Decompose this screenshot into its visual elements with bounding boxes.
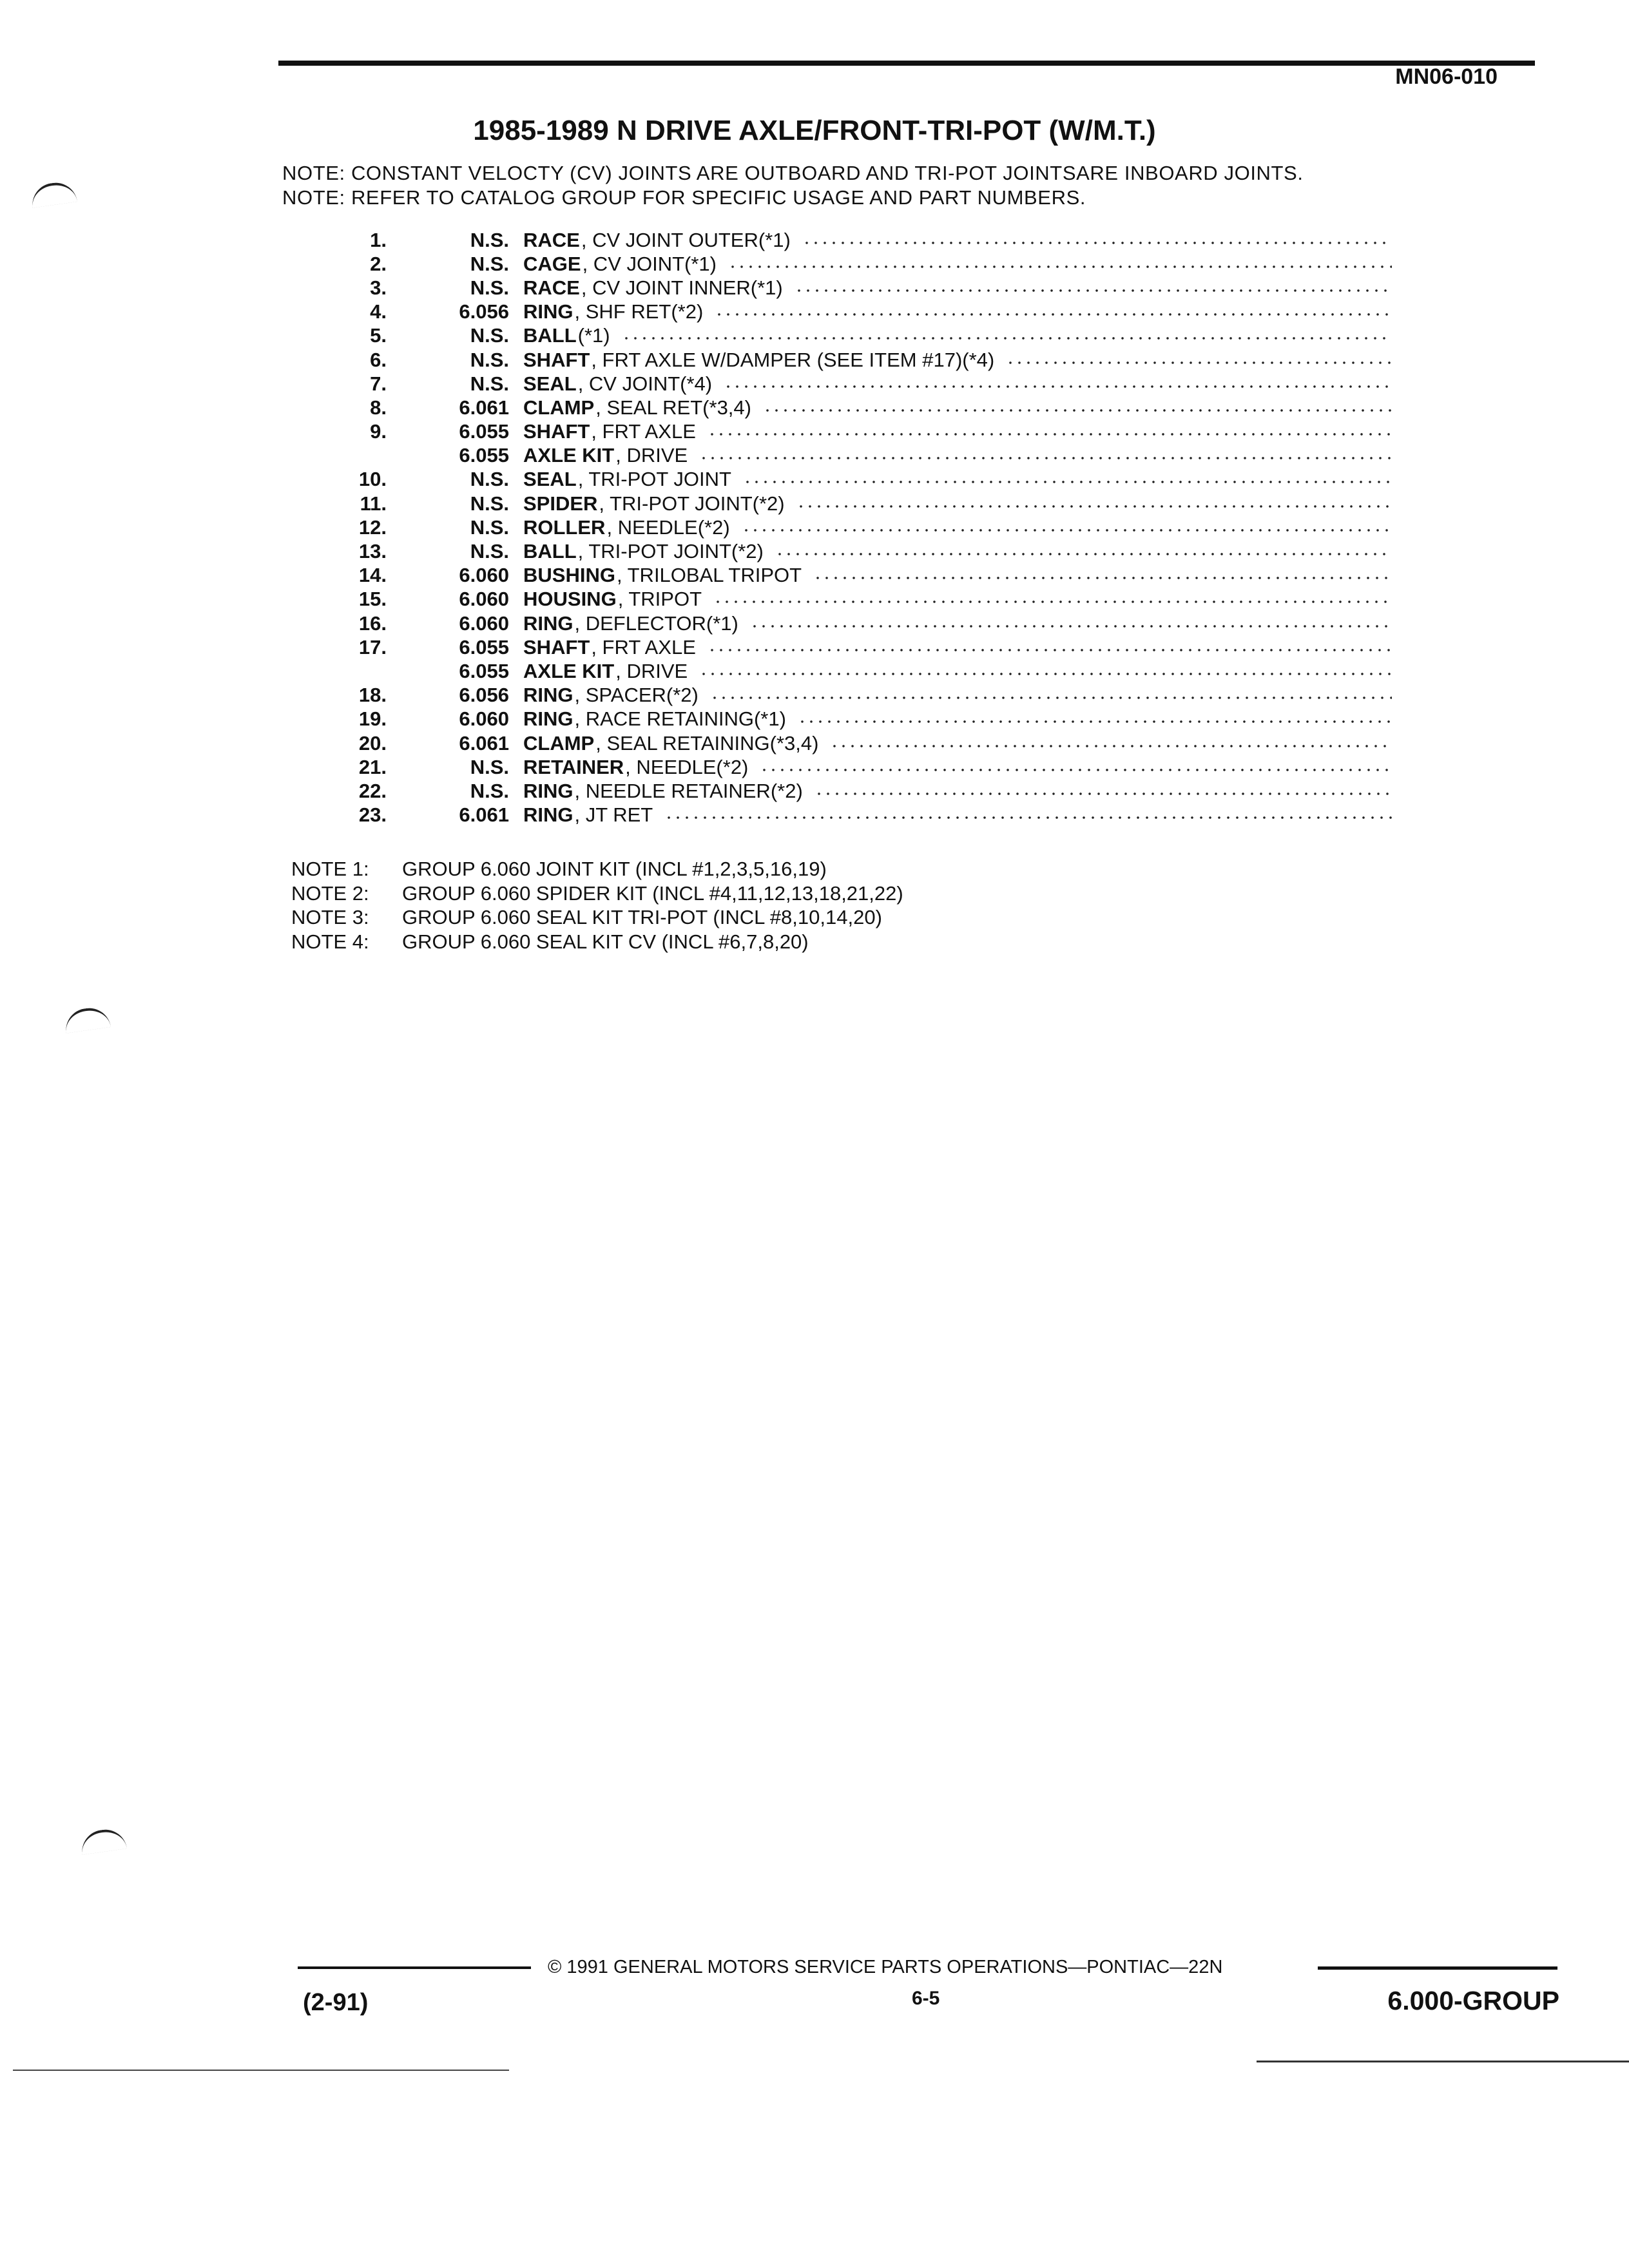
group-number: N.S.: [470, 372, 509, 395]
part-row: [309, 324, 1392, 348]
dot-leader: [743, 481, 1392, 483]
part-name: AXLE KIT: [523, 444, 615, 467]
dot-leader: [796, 505, 1392, 508]
item-number: 14.: [358, 564, 387, 587]
group-number: N.S.: [470, 492, 509, 515]
dot-leader: [664, 816, 1392, 819]
footnote-label: NOTE 4:: [291, 930, 369, 953]
part-name: SEAL: [523, 372, 577, 395]
part-name: AXLE KIT: [523, 659, 615, 682]
part-description: , TRILOBAL TRIPOT: [616, 564, 802, 587]
part-description: , DEFLECTOR(*1): [574, 611, 738, 635]
dot-leader: [813, 577, 1392, 579]
part-description: , SPACER(*2): [574, 684, 699, 707]
part-row: [309, 539, 1392, 563]
group-number: N.S.: [470, 755, 509, 778]
header-note: NOTE: REFER TO CATALOG GROUP FOR SPECIFIC USAGE AND PART NUMBERS.: [282, 186, 1086, 209]
part-description: , SEAL RETAINING(*3,4): [595, 731, 819, 754]
footnote-label: NOTE 1:: [291, 858, 369, 880]
item-number: 7.: [370, 372, 387, 395]
dot-leader: [775, 553, 1392, 555]
parts-list: [309, 228, 1392, 827]
group-number: 6.056: [459, 684, 509, 707]
item-number: 1.: [370, 228, 387, 251]
footnote-text: GROUP 6.060 JOINT KIT (INCL #1,2,3,5,16,19): [402, 858, 827, 880]
group-number: N.S.: [470, 540, 509, 563]
part-name: RACE: [523, 228, 580, 251]
dot-leader: [710, 697, 1392, 699]
part-name: SEAL: [523, 468, 577, 491]
item-number: 22.: [358, 779, 387, 802]
bottom-rule-left: [13, 2070, 509, 2071]
part-row: [309, 492, 1392, 515]
copyright-text: © 1991 GENERAL MOTORS SERVICE PARTS OPERATIONS—PONTIAC—22N: [548, 1957, 1223, 1977]
footnote: [291, 930, 903, 954]
group-number: 6.061: [459, 803, 509, 827]
dot-leader: [715, 313, 1392, 316]
part-description: , TRI-POT JOINT(*2): [577, 540, 764, 563]
header-notes: [282, 161, 1304, 210]
part-description: , CV JOINT OUTER(*1): [581, 228, 791, 251]
part-description: , RACE RETAINING(*1): [574, 707, 786, 731]
group-number: 6.061: [459, 731, 509, 754]
dot-leader: [802, 242, 1392, 244]
part-description: , TRI-POT JOINT(*2): [599, 492, 785, 515]
dot-leader: [798, 720, 1392, 723]
item-number: 11.: [360, 492, 387, 515]
group-number: N.S.: [470, 228, 509, 251]
part-row: [309, 300, 1392, 324]
part-row: [309, 635, 1392, 659]
footnotes: [291, 857, 903, 954]
footnote-label: NOTE 3:: [291, 906, 369, 928]
group-number: 6.060: [459, 611, 509, 635]
part-row: [309, 252, 1392, 276]
group-number: N.S.: [470, 348, 509, 371]
part-name: BALL: [523, 324, 577, 347]
part-name: RING: [523, 707, 574, 731]
dot-leader: [728, 265, 1392, 268]
part-description: , DRIVE: [615, 659, 688, 682]
group-number: 6.056: [459, 300, 509, 323]
part-name: SHAFT: [523, 348, 590, 371]
part-name: RETAINER: [523, 755, 624, 778]
binder-hole-mark: [79, 1827, 127, 1854]
item-number: 20.: [358, 731, 387, 754]
dot-leader: [763, 409, 1392, 412]
part-description: , FRT AXLE: [591, 420, 696, 443]
part-description: , DRIVE: [615, 444, 688, 467]
part-name: BALL: [523, 540, 577, 563]
group-number: N.S.: [470, 252, 509, 275]
part-name: SHAFT: [523, 635, 590, 658]
footnote-text: GROUP 6.060 SEAL KIT CV (INCL #6,7,8,20): [402, 930, 809, 953]
part-row: [309, 755, 1392, 779]
footnote: [291, 857, 903, 881]
item-number: 8.: [370, 396, 387, 419]
binder-hole-mark: [63, 1005, 111, 1033]
dot-leader: [750, 625, 1392, 628]
binder-hole-mark: [30, 180, 77, 207]
page-title: 1985-1989 N DRIVE AXLE/FRONT-TRI-POT (W/M.T.): [473, 115, 1156, 146]
part-row: [309, 779, 1392, 803]
part-row: [309, 803, 1392, 827]
part-row: [309, 731, 1392, 755]
group-number: N.S.: [470, 324, 509, 347]
revision-date: (2-91): [303, 1989, 369, 2016]
dot-leader: [622, 337, 1392, 340]
part-name: RING: [523, 684, 574, 707]
footer-rule-right: [1318, 1966, 1557, 1970]
part-row: [309, 276, 1392, 300]
group-number: 6.060: [459, 707, 509, 731]
dot-leader: [708, 649, 1392, 651]
part-description: , JT RET: [574, 803, 653, 827]
part-name: RING: [523, 300, 574, 323]
part-row: [309, 515, 1392, 539]
item-number: 16.: [358, 611, 387, 635]
item-number: 9.: [370, 420, 387, 443]
dot-leader: [815, 793, 1392, 795]
group-number: 6.060: [459, 564, 509, 587]
item-number: 5.: [370, 324, 387, 347]
footnote: [291, 905, 903, 930]
bottom-rule-right: [1257, 2061, 1629, 2062]
dot-leader: [742, 529, 1392, 532]
footnote-text: GROUP 6.060 SPIDER KIT (INCL #4,11,12,13,18,21,22): [402, 881, 903, 905]
part-name: CLAMP: [523, 731, 595, 754]
part-row: [309, 420, 1392, 444]
group-number: N.S.: [470, 468, 509, 491]
group-number: 6.060: [459, 588, 509, 611]
part-description: , CV JOINT(*1): [582, 252, 717, 275]
part-row: [309, 564, 1392, 588]
group-number: 6.055: [459, 659, 509, 682]
part-description: , FRT AXLE W/DAMPER (SEE ITEM #17)(*4): [591, 348, 995, 371]
group-number: 6.055: [459, 420, 509, 443]
item-number: 6.: [370, 348, 387, 371]
part-description: , NEEDLE(*2): [625, 755, 749, 778]
part-name: ROLLER: [523, 515, 606, 539]
part-description: , CV JOINT(*4): [577, 372, 713, 395]
dot-leader: [713, 601, 1392, 603]
part-name: SPIDER: [523, 492, 598, 515]
part-row: [309, 228, 1392, 252]
item-number: 4.: [370, 300, 387, 323]
item-number: 10.: [358, 468, 387, 491]
page-number: 6-5: [912, 1988, 940, 2009]
part-row: [309, 444, 1392, 468]
item-number: 3.: [370, 276, 387, 299]
part-row: [309, 707, 1392, 731]
group-number: 6.055: [459, 444, 509, 467]
part-name: CLAMP: [523, 396, 595, 419]
part-description: , CV JOINT INNER(*1): [581, 276, 783, 299]
group-label: 6.000-GROUP: [1387, 1986, 1559, 2015]
dot-leader: [699, 673, 1392, 675]
part-row: [309, 468, 1392, 492]
item-number: 17.: [358, 635, 387, 658]
part-row: [309, 348, 1392, 372]
part-name: CAGE: [523, 252, 581, 275]
group-number: 6.061: [459, 396, 509, 419]
group-number: N.S.: [470, 779, 509, 802]
part-row: [309, 659, 1392, 683]
part-name: RING: [523, 611, 574, 635]
part-description: , SHF RET(*2): [574, 300, 704, 323]
part-name: SHAFT: [523, 420, 590, 443]
part-description: , NEEDLE RETAINER(*2): [574, 779, 803, 802]
part-name: BUSHING: [523, 564, 615, 587]
part-description: , FRT AXLE: [591, 635, 696, 658]
part-row: [309, 396, 1392, 419]
dot-leader: [699, 457, 1392, 459]
footer-rule-left: [298, 1966, 531, 1969]
item-number: 18.: [358, 684, 387, 707]
dot-leader: [724, 385, 1392, 388]
dot-leader: [708, 433, 1392, 436]
group-number: 6.055: [459, 635, 509, 658]
part-row: [309, 372, 1392, 396]
item-number: 23.: [358, 803, 387, 827]
part-description: , NEEDLE(*2): [606, 515, 730, 539]
part-row: [309, 684, 1392, 707]
group-number: N.S.: [470, 276, 509, 299]
item-number: 13.: [358, 540, 387, 563]
part-row: [309, 611, 1392, 635]
group-number: N.S.: [470, 515, 509, 539]
part-name: HOUSING: [523, 588, 617, 611]
part-name: RING: [523, 779, 574, 802]
item-number: 21.: [358, 755, 387, 778]
dot-leader: [795, 289, 1392, 292]
item-number: 12.: [358, 515, 387, 539]
part-description: (*1): [577, 324, 610, 347]
top-rule: [278, 61, 1535, 66]
item-number: 2.: [370, 252, 387, 275]
header-note: NOTE: CONSTANT VELOCTY (CV) JOINTS ARE OUTBOARD AND TRI-POT JOINTSARE INBOARD JOINTS.: [282, 162, 1304, 184]
dot-leader: [1006, 361, 1392, 364]
dot-leader: [830, 745, 1392, 747]
item-number: 19.: [358, 707, 387, 731]
part-description: , TRIPOT: [617, 588, 702, 611]
part-description: , SEAL RET(*3,4): [595, 396, 751, 419]
part-row: [309, 588, 1392, 611]
dot-leader: [760, 769, 1392, 771]
footnote-text: GROUP 6.060 SEAL KIT TRI-POT (INCL #8,10,14,20): [402, 906, 882, 928]
part-description: , TRI-POT JOINT: [577, 468, 731, 491]
item-number: 15.: [358, 588, 387, 611]
document-id: MN06-010: [1395, 64, 1498, 89]
footnote: [291, 881, 903, 906]
part-name: RING: [523, 803, 574, 827]
footnote-label: NOTE 2:: [291, 881, 369, 905]
part-name: RACE: [523, 276, 580, 299]
